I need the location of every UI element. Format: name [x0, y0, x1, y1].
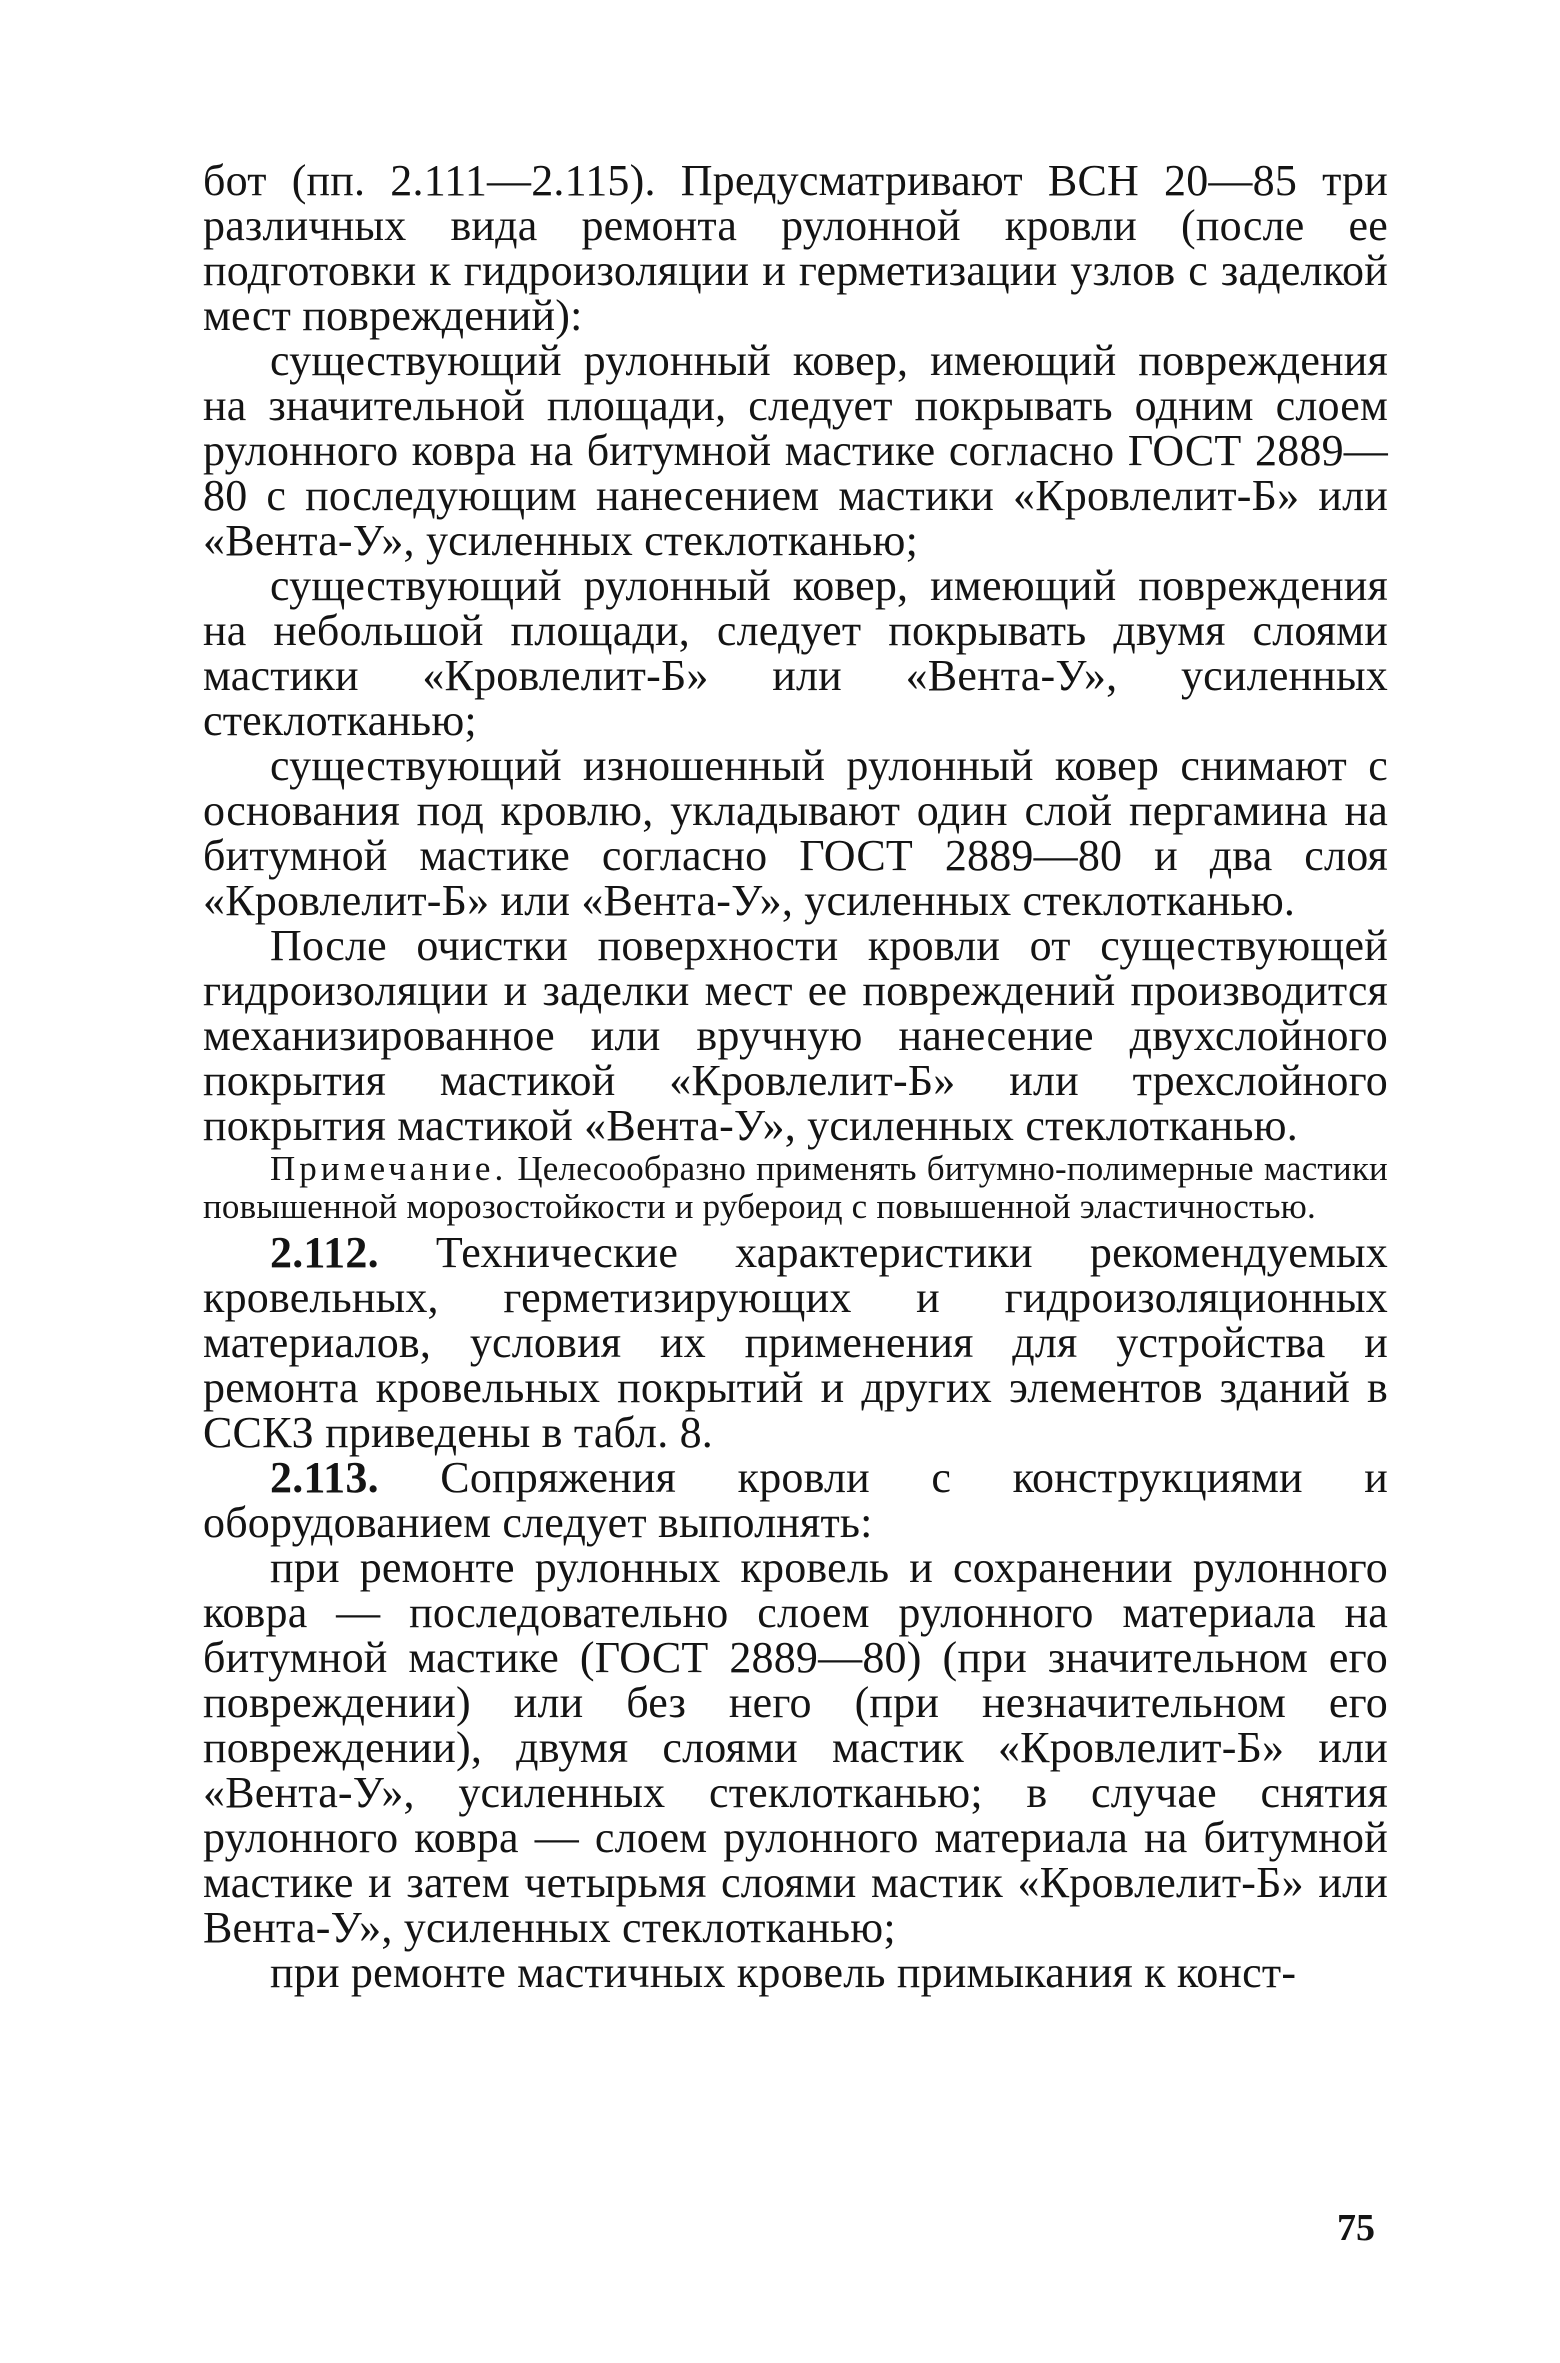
section-number: 2.113. [270, 1453, 379, 1502]
section-number: 2.112. [270, 1228, 379, 1277]
paragraph-mastic-roofs: при ремонте мастичных кровель примыкания к конст- [270, 1948, 1297, 1997]
section-text: Технические характеристики рекомендуемых кровельных, герметизирующих и гидроизоляционных материалов, условия их применения для устройства и ремонта кровельных покрытий и других элементов зданий в ССКЗ приведены в табл. 8. [203, 1228, 1388, 1457]
paragraph-cleaning: После очистки поверхности кровли от существующей гидроизоляции и заделки мест ее повреждений производится механизированное или вручную нанесение двухслойного покрытия мастикой «Кровлелит-Б» или трехслойного покрытия мастикой «Вента-У», усиленных стеклотканью. [203, 921, 1388, 1150]
paragraph-repair-type-3: существующий изношенный рулонный ковер снимают с основания под кровлю, укладывают один слой пергамина на битумной мастике согласно ГОСТ 2889—80 и два слоя «Кровлелит-Б» или «Вента-У», усиленных стеклотканью. [203, 741, 1388, 925]
paragraph-rolled-roofs: при ремонте рулонных кровель и сохранении рулонного ковра — последовательно слоем рулонного материала на битумной мастике (ГОСТ 2889—80) (при значительном его повреждении) или без него (при незначительном его повреждении), двумя слоями мастик «Кровлелит-Б» или «Вента-У», усиленных стеклотканью; в случае снятия рулонного ковра — слоем рулонного материала на битумной мастике и затем четырьмя слоями мастик «Кровлелит-Б» или Вента-У», усиленных стеклотканью; [203, 1543, 1388, 1952]
paragraph-intro: бот (пп. 2.111—2.115). Предусматривают ВСН 20—85 три различных вида ремонта рулонной кровли (после ее подготовки к гидроизоляции и герметизации узлов с заделкой мест повреждений): [203, 156, 1388, 340]
note-label: Примечание. [270, 1149, 508, 1188]
paragraph-repair-type-2: существующий рулонный ковер, имеющий повреждения на небольшой площади, следует покрывать двумя слоями мастики «Кровлелит-Б» или «Вента-У», усиленных стеклотканью; [203, 561, 1388, 745]
section-text: Сопряжения кровли с конструкциями и оборудованием следует выполнять: [203, 1453, 1388, 1547]
note-text: Целесообразно применять битумно-полимерные мастики повышенной морозостойкости и рубероид с повышенной эластичностью. [203, 1149, 1388, 1226]
section-2-112 [203, 1230, 1388, 1455]
section-2-113 [203, 1455, 1388, 1545]
page-number: 75 [1337, 2207, 1375, 2249]
paragraph-repair-type-1: существующий рулонный ковер, имеющий повреждения на значительной площади, следует покрывать одним слоем рулонного ковра на битумной мастике согласно ГОСТ 2889—80 с последующим нанесением мастики «Кровлелит-Б» или «Вента-У», усиленных стеклотканью; [203, 336, 1388, 565]
note [203, 1150, 1388, 1226]
body-text [203, 158, 1388, 1995]
